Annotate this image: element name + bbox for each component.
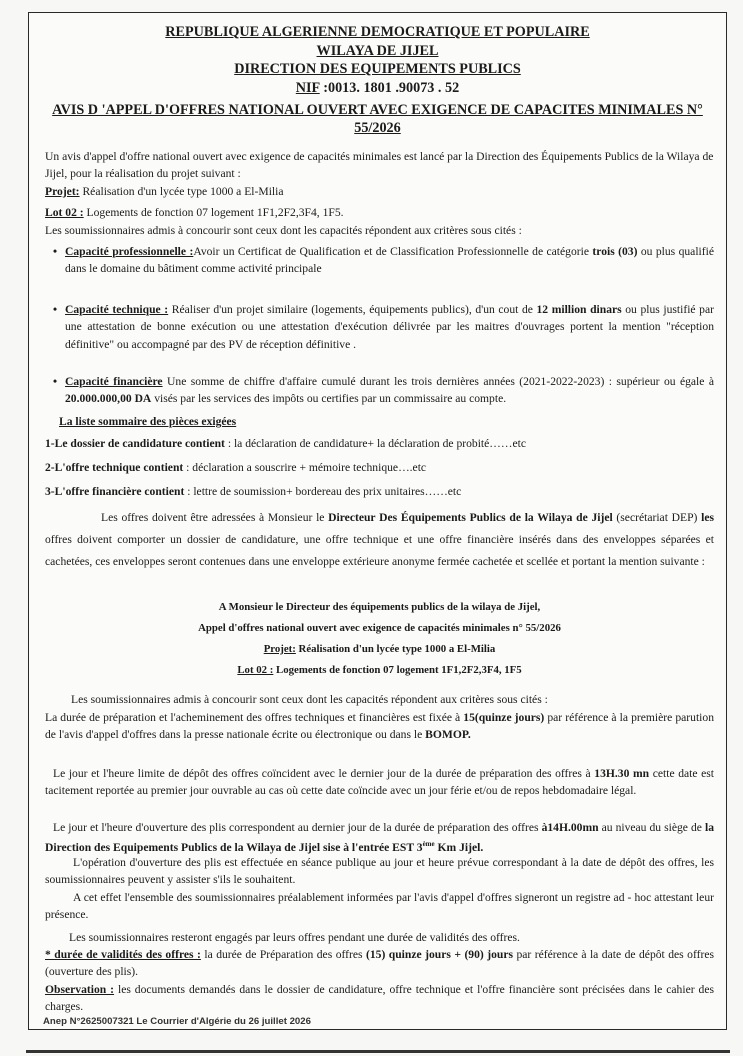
criterion-text: visés par les services des impôts ou certifies par un commissaire au compte.	[151, 392, 507, 406]
para-bold: BOMOP.	[425, 728, 471, 742]
envelope-line: Appel d'offres national ouvert avec exigence de capacités minimales n° 55/2026	[198, 622, 561, 634]
bullet-icon: •	[53, 245, 58, 258]
criterion-financial	[53, 373, 714, 408]
lot-line	[45, 204, 714, 221]
pieces-title-text: La liste sommaire des pièces exigées	[59, 415, 237, 428]
para-bold: 13H.30 mn	[594, 767, 650, 780]
bullet-icon: •	[53, 375, 58, 388]
envelope-lot-label: Lot 02 :	[237, 664, 274, 676]
criterion-text: ou plus justifié par une attestation de bonne exécution ou une attestation d'exécution délivrée par les maitres d'ouvrages portent la mention "réception définitive" ou accompagné par des PV de réception définitive .	[65, 303, 714, 351]
para-text: (secrétariat DEP)	[612, 511, 702, 524]
envelope-line: A Monsieur le Directeur des équipements publics de la wilaya de Jijel,	[218, 601, 541, 613]
header-direction: DIRECTION DES EQUIPEMENTS PUBLICS	[234, 61, 521, 77]
piece-label: 1-Le dossier de candidature contient	[45, 437, 225, 450]
envelope-lot-text: Logements de fonction 07 logement 1F1,2F2,3F4, 1F5	[273, 664, 522, 676]
piece-text: : lettre de soumission+ bordereau des prix unitaires……etc	[184, 485, 462, 498]
seance-paragraph: L'opération d'ouverture des plis est effectuée en séance publique au jour et heure prévue correspondant à la date de dépôt des offres, les soumissionnaires peuvent y assister s'ils le souhaitent.	[45, 856, 714, 887]
criterion-text: ou plus qualifié dans le domaine du bâtiment comme activité principale	[65, 245, 714, 276]
observation-paragraph	[45, 981, 714, 1016]
criterion-text: Avoir un Certificat de Qualification et de Classification Professionnelle de catégorie	[193, 245, 593, 258]
footer-anep: Anep N°2625007321 Le Courrier d'Algérie du 26 juillet 2026	[43, 1016, 311, 1027]
criterion-label: Capacité technique :	[65, 303, 169, 316]
para-text: au niveau du siège de	[598, 821, 705, 834]
criterion-text: Réaliser d'un projet similaire (logements, équipements publics), d'un cout de	[168, 303, 537, 316]
bottom-rule	[26, 1050, 730, 1053]
para-text: par référence à la première parution de l'avis d'appel d'offres dans la presse nationale écrite ou électronique ou dans le	[45, 711, 714, 742]
criterion-label: Capacité professionnelle :	[65, 245, 194, 258]
para-text: par référence à la date de dépôt des offres (ouverture des plis).	[45, 948, 714, 979]
piece-item	[45, 483, 714, 500]
envelope-block	[45, 599, 714, 679]
intro-paragraph: Un avis d'appel d'offre national ouvert avec exigence de capacités minimales est lancé par la Direction des Équipements Publics de la Wilaya de Jijel, pour la réalisation du projet suivant :	[45, 150, 714, 181]
criterion-bold: 20.000.000,00 DA	[65, 392, 152, 406]
para-text: Le jour et l'heure d'ouverture des plis correspondent au dernier jour de la durée de préparation des offres	[53, 821, 542, 834]
envelope-projet-label: Projet:	[263, 643, 296, 655]
piece-label: 2-L'offre technique contient	[45, 461, 184, 474]
envelope-projet	[45, 641, 714, 658]
offers-paragraph	[45, 507, 714, 573]
criterion-label: Capacité financière	[65, 375, 163, 388]
piece-item	[45, 435, 714, 452]
criteria-intro: Les soumissionnaires admis à concourir sont ceux dont les capacités répondent aux critères sous cités :	[45, 224, 522, 237]
lot-label: Lot 02 :	[45, 206, 84, 219]
nif-value: :0013. 1801 .90073 . 52	[319, 79, 460, 96]
projet-text: Réalisation d'un lycée type 1000 a El-Milia	[79, 185, 284, 198]
notice-title: AVIS D 'APPEL D'OFFRES NATIONAL OUVERT AVEC EXIGENCE DE CAPACITES MINIMALES N° 55/2026	[52, 102, 703, 136]
nif-label: NIF	[295, 79, 320, 96]
piece-text: : la déclaration de candidature+ la déclaration de probité……etc	[224, 437, 526, 450]
criterion-bold: 12 million dinars	[536, 303, 622, 316]
header-wilaya: WILAYA DE JIJEL	[316, 42, 439, 59]
envelope-projet-text: Réalisation d'un lycée type 1000 a El-Milia	[295, 643, 496, 655]
registre-paragraph: A cet effet l'ensemble des soumissionnaires préalablement informées par l'avis d'appel d'offres signeront un registre ad - hoc attestant leur présence.	[45, 891, 714, 922]
para-bold: Km Jijel.	[434, 841, 484, 855]
para-text: Les offres doivent être adressées à Monsieur le	[101, 511, 329, 524]
criterion-technical	[53, 301, 714, 353]
header-republic: REPUBLIQUE ALGERIENNE DEMOCRATIQUE ET POPULAIRE	[165, 24, 590, 40]
para-bold: à14H.00mn	[541, 821, 599, 834]
criteria-intro-2: Les soumissionnaires admis à concourir sont ceux dont les capacités répondent aux critères sous cités :	[71, 693, 548, 706]
validite-paragraph	[45, 946, 714, 981]
projet-label: Projet:	[45, 185, 80, 198]
ouverture-paragraph	[45, 819, 714, 857]
para-bold: les	[701, 511, 714, 524]
depot-paragraph	[45, 765, 714, 800]
para-bold: 15(quinze jours)	[463, 711, 545, 724]
lot-text: Logements de fonction 07 logement 1F1,2F2,3F4, 1F5.	[83, 206, 344, 219]
para-bold: la Direction des Equipements Publics de la Wilaya de Jijel sise à l'entrée EST 3	[45, 821, 714, 855]
observation-text: les documents demandés dans le dossier de candidature, offre technique et l'offre financière sont précisées dans le cahier des charges.	[45, 983, 714, 1014]
validite-label: * durée de validités des offres :	[45, 948, 201, 961]
criterion-bold: trois (03)	[592, 245, 638, 258]
projet-line	[45, 183, 714, 200]
pieces-title	[59, 413, 714, 430]
bullet-icon: •	[53, 303, 58, 316]
para-bold: (15) quinze jours + (90) jours	[366, 948, 513, 961]
para-bold: Directeur Des Équipements Publics de la Wilaya de Jijel	[328, 511, 613, 524]
para-text: la durée de Préparation des offres	[200, 948, 366, 961]
piece-text: : déclaration a souscrire + mémoire technique….etc	[183, 461, 427, 474]
envelope-lot	[45, 662, 714, 679]
engages-paragraph: Les soumissionnaires resteront engagés par leurs offres pendant une durée de validités des offres.	[69, 931, 520, 944]
notice-page	[28, 12, 727, 1030]
criterion-professional	[53, 243, 714, 278]
header-nif	[29, 79, 726, 98]
para-sup: ème	[422, 840, 435, 849]
para-text: La durée de préparation et l'acheminement des offres techniques et financières est fixée à	[45, 711, 464, 724]
duree-paragraph	[45, 709, 714, 744]
para-text: cette date est tacitement reportée au premier jour ouvrable au cas où cette date coïncide avec un jour férie et/ou de repos hebdomadaire légal.	[45, 767, 715, 798]
header	[29, 23, 726, 97]
para-text: Le jour et l'heure limite de dépôt des offres coïncident avec le dernier jour de la durée de préparation des offres à	[53, 767, 595, 780]
criterion-text: Une somme de chiffre d'affaire cumulé durant les trois dernières années (2021-2022-2023) : supérieur ou égale à	[162, 375, 714, 388]
piece-item	[45, 459, 714, 476]
observation-label: Observation :	[45, 983, 115, 996]
piece-label: 3-L'offre financière contient	[45, 485, 185, 498]
para-text: offres doivent comporter un dossier de candidature, une offre technique et une offre financière insérés dans des enveloppes séparées et cachetées, ces enveloppes seront contenues dans une enveloppe extérieure anonyme fermée cachetée et scellée et portant la mention suivante :	[45, 533, 714, 568]
